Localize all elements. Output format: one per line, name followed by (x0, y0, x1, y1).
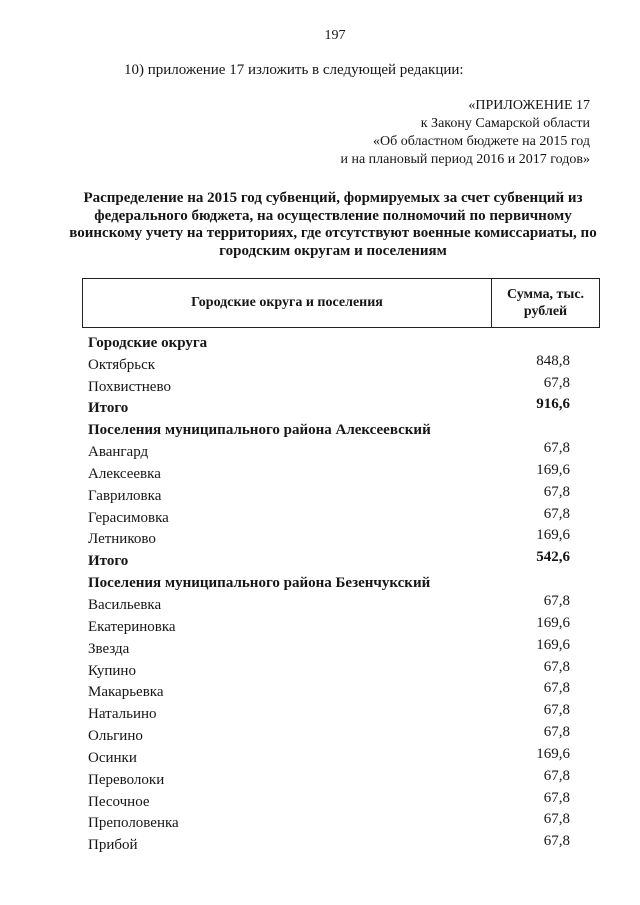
row-name: Переволоки (88, 771, 165, 788)
table-row (88, 374, 592, 396)
row-name: Гавриловка (88, 487, 162, 504)
table-row (88, 789, 592, 811)
table-row (88, 614, 592, 636)
row-value: 67,8 (543, 505, 570, 522)
row-name: Екатериновка (88, 618, 176, 635)
appendix-heading (300, 97, 590, 169)
table-row (88, 439, 592, 461)
row-value: 67,8 (543, 592, 570, 609)
row-value: 67,8 (543, 833, 570, 850)
table-row (88, 636, 592, 658)
row-value: 169,6 (536, 614, 570, 631)
document-title: Распределение на 2015 год субвенций, формируемых за счет субвенций из федерального бюджета, на осуществление полномочий по первичному воинскому учету на территориях, где отсутствуют военные комиссариаты, по городским округам и поселениям (69, 190, 597, 259)
appendix-line-1: «ПРИЛОЖЕНИЕ 17 (468, 98, 590, 113)
row-value: 67,8 (543, 789, 570, 806)
row-value: 67,8 (543, 811, 570, 828)
row-value: 67,8 (543, 724, 570, 741)
row-name: Летниково (88, 531, 156, 548)
column-header-name: Городские округа и поселения (83, 279, 492, 327)
total-row (88, 396, 592, 418)
row-name: Васильевка (88, 596, 162, 613)
section-header-row (88, 417, 592, 439)
table-header (82, 278, 600, 328)
row-value: 67,8 (543, 440, 570, 457)
row-name: Городские округа (88, 334, 208, 351)
column-header-sum: Сумма, тыс. рублей (506, 287, 585, 319)
row-name: Осинки (88, 749, 137, 766)
table-row (88, 592, 592, 614)
row-name: Алексеевка (88, 465, 161, 482)
row-value: 67,8 (543, 374, 570, 391)
table-row (88, 505, 592, 527)
total-row (88, 548, 592, 570)
row-value: 169,6 (536, 461, 570, 478)
appendix-line-4: и на плановый период 2016 и 2017 годов» (340, 152, 590, 167)
section-header-row (88, 570, 592, 592)
row-name: Итого (88, 553, 129, 570)
row-value: 916,6 (536, 396, 570, 413)
table-row (88, 701, 592, 723)
table-row (88, 723, 592, 745)
table-body (88, 330, 592, 854)
section-header-row (88, 330, 592, 352)
row-value: 67,8 (543, 680, 570, 697)
table-row (88, 483, 592, 505)
row-value: 67,8 (543, 483, 570, 500)
row-name: Звезда (88, 640, 130, 657)
row-value: 67,8 (543, 702, 570, 719)
row-value: 169,6 (536, 527, 570, 544)
row-value: 67,8 (543, 658, 570, 675)
intro-line: 10) приложение 17 изложить в следующей редакции: (124, 62, 464, 78)
row-name: Авангард (88, 444, 149, 461)
row-name: Купино (88, 662, 136, 679)
row-name: Натальино (88, 706, 157, 723)
row-value: 169,6 (536, 745, 570, 762)
row-value: 542,6 (536, 549, 570, 566)
table-row (88, 811, 592, 833)
table-row (88, 527, 592, 549)
row-name: Герасимовка (88, 509, 169, 526)
row-name: Похвистнево (88, 378, 171, 395)
row-name: Октябрьск (88, 356, 156, 373)
table-row (88, 680, 592, 702)
row-name: Песочное (88, 793, 150, 810)
row-name: Макарьевка (88, 684, 164, 701)
row-name: Ольгино (88, 728, 143, 745)
table-row (88, 745, 592, 767)
table-row (88, 352, 592, 374)
page-number: 197 (324, 28, 346, 43)
row-value: 848,8 (536, 352, 570, 369)
row-name: Итого (88, 400, 129, 417)
row-name: Прибой (88, 837, 138, 854)
row-name: Поселения муниципального района Алексеевский (88, 422, 431, 439)
table-row (88, 832, 592, 854)
table-row (88, 461, 592, 483)
row-value: 67,8 (543, 767, 570, 784)
row-name: Преполовенка (88, 815, 179, 832)
table-row (88, 658, 592, 680)
appendix-line-3: «Об областном бюджете на 2015 год (373, 134, 590, 149)
row-name: Поселения муниципального района Безенчукский (88, 575, 431, 592)
row-value: 169,6 (536, 636, 570, 653)
table-row (88, 767, 592, 789)
appendix-line-2: к Закону Самарской области (420, 116, 590, 131)
